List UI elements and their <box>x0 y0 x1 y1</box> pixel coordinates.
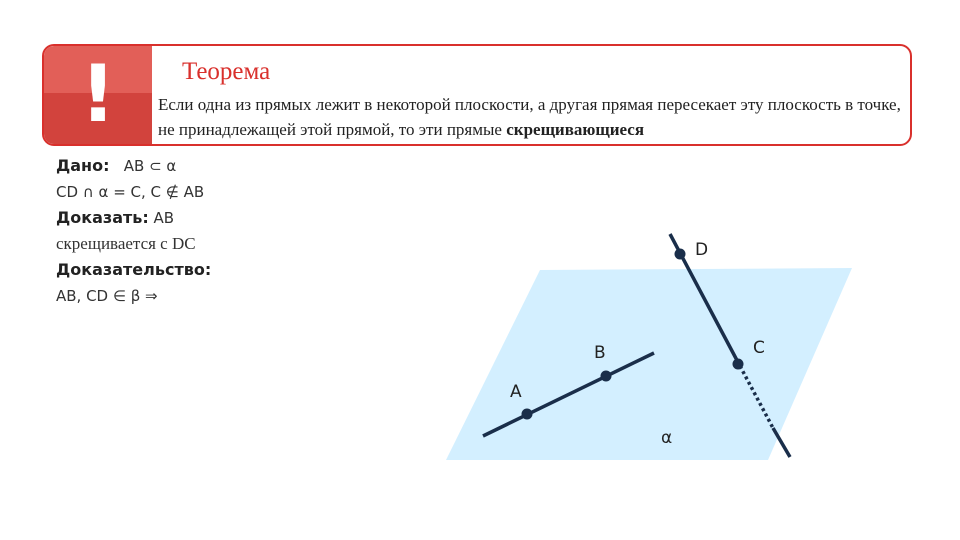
prove-statement-1: AB <box>148 209 175 227</box>
proof-label: Доказательство: <box>56 260 212 279</box>
point-c <box>733 359 744 370</box>
label-d: D <box>695 240 709 260</box>
point-b <box>601 371 612 382</box>
exclamation-icon: ! <box>80 50 116 140</box>
label-c: C <box>753 338 765 358</box>
point-d <box>675 249 686 260</box>
prove-statement-2: скрещивается с DC <box>56 234 196 253</box>
label-a: A <box>510 382 522 402</box>
given-statement-2: CD ∩ α = C, C ∉ AB <box>56 183 205 201</box>
prove-label: Доказать: <box>56 208 149 227</box>
theorem-title: Теорема <box>182 58 271 85</box>
given-label: Дано: <box>56 156 110 175</box>
point-a <box>522 409 533 420</box>
given-statement-1: AB ⊂ α <box>123 157 177 175</box>
theorem-statement-emphasis: скрещивающиеся <box>506 120 645 139</box>
theorem-statement-main: Если одна из прямых лежит в некоторой плоскости, а другая прямая пересекает эту плоскость в точке, не принадлежащей этой прямой, то эти прямые <box>158 95 901 139</box>
label-alpha: α <box>661 428 673 448</box>
proof-statement-1: AB, CD ∈ β ⇒ <box>56 287 158 305</box>
label-b: B <box>594 343 606 363</box>
plane-alpha <box>446 268 852 460</box>
